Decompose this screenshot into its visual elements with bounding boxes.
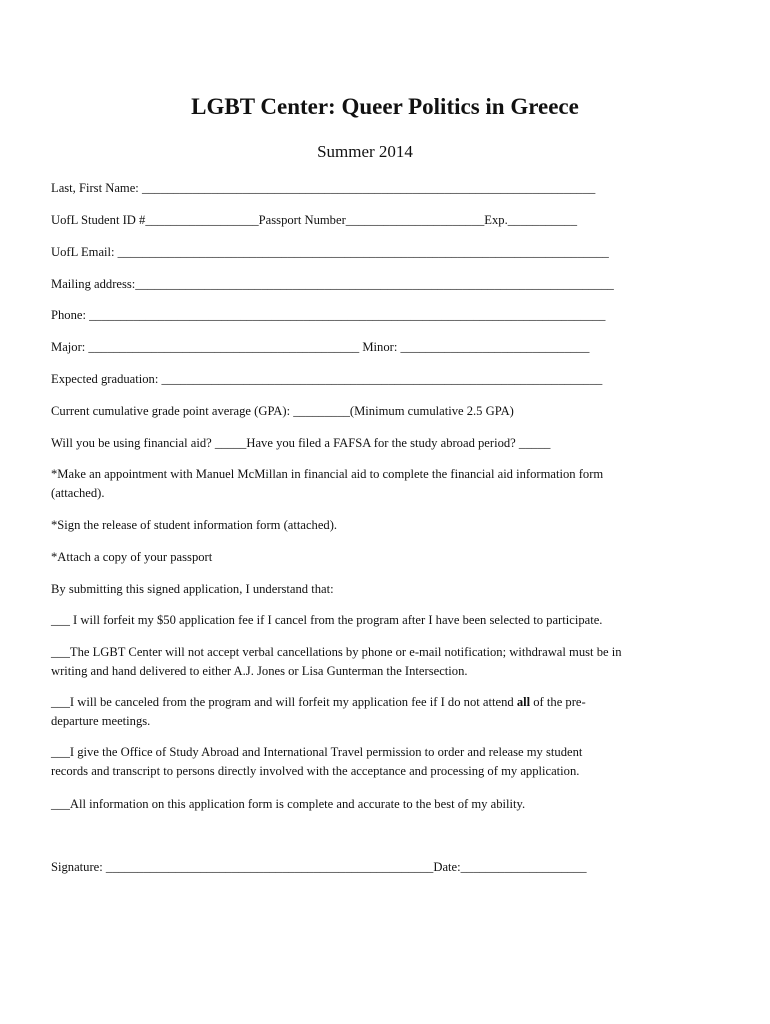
permission-line-2: records and transcript to persons directly involved with the acceptance and processing of my application. [51, 764, 580, 778]
financial-aid-field[interactable]: Will you be using financial aid? _____Have you filed a FAFSA for the study abroad period? _____ [51, 436, 551, 450]
forfeit-agreement[interactable]: ___ I will forfeit my $50 application fee if I cancel from the program after I have been selected to participate. [51, 613, 603, 627]
appointment-line-1: *Make an appointment with Manuel McMillan in financial aid to complete the financial aid information form [51, 467, 604, 481]
expected-graduation-field[interactable]: Expected graduation: ______________________________________________________________________ [51, 372, 603, 386]
canceled-text-end: of the pre- [530, 695, 586, 709]
appointment-instruction [51, 465, 691, 503]
major-minor-field[interactable]: Major: ___________________________________________ Minor: ______________________________ [51, 340, 590, 354]
phone-field[interactable]: Phone: __________________________________________________________________________________ [51, 308, 606, 322]
appointment-line-2: (attached). [51, 486, 105, 500]
page-title: LGBT Center: Queer Politics in Greece [191, 94, 579, 119]
records-permission-agreement[interactable] [51, 743, 691, 781]
passport-instruction: *Attach a copy of your passport [51, 550, 213, 564]
student-id-passport-field[interactable]: UofL Student ID #__________________Passport Number______________________Exp.___________ [51, 213, 577, 227]
cancellation-meeting-agreement[interactable] [51, 693, 691, 731]
canceled-line-2: departure meetings. [51, 714, 151, 728]
permission-line-1: ___I give the Office of Study Abroad and International Travel permission to order and release my student [51, 745, 583, 759]
mailing-address-field[interactable]: Mailing address:____________________________________________________________________________ [51, 277, 614, 291]
verbal-line-2: writing and hand delivered to either A.J. Jones or Lisa Gunterman the Intersection. [51, 664, 468, 678]
page-subtitle: Summer 2014 [317, 142, 413, 161]
understand-statement: By submitting this signed application, I understand that: [51, 582, 334, 596]
verbal-cancellation-agreement[interactable] [51, 643, 691, 681]
signature-date-field[interactable]: Signature: ____________________________________________________Date:____________________ [51, 860, 587, 874]
accuracy-agreement[interactable]: ___All information on this application form is complete and accurate to the best of my ability. [51, 797, 526, 811]
gpa-field[interactable]: Current cumulative grade point average (GPA): _________(Minimum cumulative 2.5 GPA) [51, 404, 514, 418]
verbal-line-1: ___The LGBT Center will not accept verbal cancellations by phone or e-mail notification; withdrawal must be in [51, 645, 622, 659]
release-instruction: *Sign the release of student information form (attached). [51, 518, 338, 532]
canceled-text-start: ___I will be canceled from the program and will forfeit my application fee if I do not attend [51, 695, 517, 709]
name-field[interactable]: Last, First Name: ________________________________________________________________________ [51, 181, 596, 195]
canceled-emphasis: all [516, 695, 531, 709]
canceled-line-1 [51, 693, 691, 712]
email-field[interactable]: UofL Email: ______________________________________________________________________________ [51, 245, 609, 259]
